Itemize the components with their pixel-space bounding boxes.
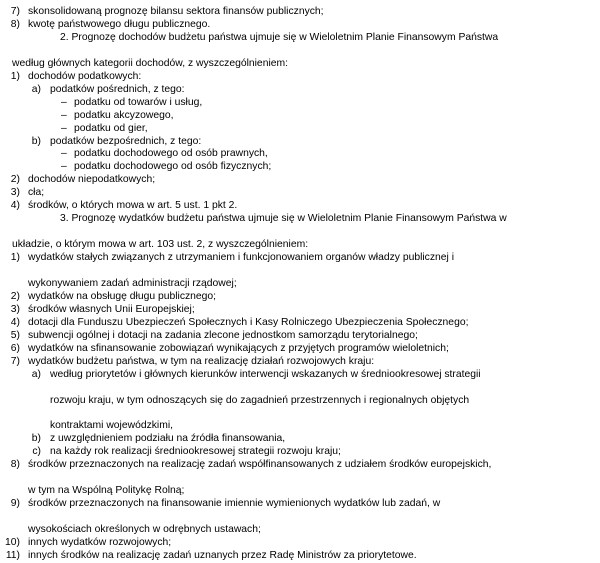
line-text: według głównych kategorii dochodów, z wyszczególnieniem: [12,57,288,69]
dash-bullet: – [61,96,67,108]
list-item [10,316,560,330]
line-text: na każdy rok realizacji średniookresowej strategii rozwoju kraju; [50,446,341,458]
line-text: skonsolidowaną prognozę bilansu sektora finansów publicznych; [28,6,324,17]
list-item [31,368,560,395]
item-number: 11) [5,549,20,561]
line-text: podatku akcyzowego, [74,109,174,121]
dash-list-item [61,148,560,161]
list-item [10,290,560,304]
list-item [10,355,560,369]
item-number: 2) [10,290,20,302]
list-item [31,135,560,149]
line-text: innych wydatków rozwojowych; [28,536,172,548]
list-item [10,18,560,32]
dash-list-item [61,161,560,174]
line-text: środków przeznaczonych na finansowanie imiennie wymienionych wydatków lub zadań, w [28,498,441,510]
item-number: a) [31,83,41,95]
dash-bullet: – [61,148,67,160]
list-item [31,83,560,97]
line-text: środków, o których mowa w art. 5 ust. 1 pkt 2. [28,200,238,212]
list-item [10,252,560,278]
line-text: w tym na Wspólną Politykę Rolną; [28,485,185,497]
item-number: 8) [10,459,20,471]
item-number: 9) [10,498,20,510]
line-text: rozwoju kraju, w tym odnoszących się do zagadnień przestrzennych i regionalnych objętych [50,394,470,406]
list-item [5,536,560,550]
continuation-line [12,239,560,252]
item-number: 5) [10,329,20,341]
line-text: dochodów niepodatkowych; [28,174,156,186]
list-item [10,6,560,19]
continuation-line [28,485,560,498]
line-text: dochodów podatkowych: [28,70,142,82]
item-number: b) [31,135,41,147]
list-item [31,433,560,446]
list-item [10,303,560,317]
line-text: środków własnych Unii Europejskiej; [28,303,195,315]
line-text: środków przeznaczonych na realizację zadań współfinansowanych z udziałem środków europejskich, [28,459,492,471]
continuation-line [12,58,560,71]
line-text: dotacji dla Funduszu Ubezpieczeń Społecznych i Kasy Rolniczego Ubezpieczenia Społecznego; [28,316,469,328]
line-text: cła; [28,187,45,199]
item-number: 3) [10,187,20,199]
list-item [10,187,560,200]
item-number: 4) [10,316,20,328]
line-text: subwencji ogólnej i dotacji na zadania zlecone jednostkom samorządu terytorialnego; [28,329,418,341]
list-item [10,200,560,213]
list-item [10,342,560,356]
paragraph-start [12,213,560,239]
line-text: kwotę państwowego długu publicznego. [28,18,211,30]
list-item [10,70,560,84]
item-number: 4) [10,200,20,212]
dash-list-item [61,109,560,123]
continuation-line [28,524,560,537]
dash-bullet: – [61,122,67,134]
continuation-line [50,395,560,421]
item-number: b) [31,433,41,445]
line-text: 3. Prognozę wydatków budżetu państwa ujmuje się w Wieloletnim Planie Finansowym Państwa w [60,213,507,225]
dash-list-item [61,122,560,136]
list-item [10,459,560,485]
continuation-line [50,420,560,433]
paragraph-start [12,32,560,58]
continuation-line [28,278,560,291]
item-number: 7) [10,6,20,17]
list-item [10,498,560,524]
list-item [10,174,560,187]
line-text: wysokościach określonych w odrębnych ustawach; [28,524,261,536]
list-item [5,549,560,563]
line-text: wydatków na sfinansowanie zobowiązań wynikających z przyjętych programów wieloletnich; [28,342,449,354]
item-number: 3) [10,303,20,315]
item-number: 8) [10,18,20,30]
item-number: 10) [5,536,20,548]
list-item [32,446,560,459]
line-text: podatku od gier, [74,122,148,134]
line-text: wydatków stałych związanych z utrzymaniem i funkcjonowaniem organów władzy publicznej i [28,252,455,264]
line-text: 2. Prognozę dochodów budżetu państwa ujmuje się w Wieloletnim Planie Finansowym Państwa [60,31,499,43]
line-text: podatku dochodowego od osób prawnych, [74,148,268,160]
line-text: podatków bezpośrednich, z tego: [50,135,202,147]
line-text: podatku od towarów i usług, [74,96,203,108]
list-item [10,329,560,343]
line-text: kontraktami wojewódzkimi, [50,420,174,432]
item-number: 6) [10,342,20,354]
line-text: podatku dochodowego od osób fizycznych; [74,161,272,173]
item-number: a) [31,368,41,380]
dash-bullet: – [61,161,67,173]
line-text: wydatków budżetu państwa, w tym na realizację działań rozwojowych kraju: [28,355,375,367]
line-text: innych środków na realizację zadań uznanych przez Radę Ministrów za priorytetowe. [28,549,417,561]
item-number: 1) [10,70,20,82]
item-number: c) [32,446,41,458]
line-text: wydatków na obsługę długu publicznego; [28,290,217,302]
line-text: układzie, o którym mowa w art. 103 ust. 2, z wyszczególnieniem: [12,239,309,251]
item-number: 7) [10,355,20,367]
line-text: wykonywaniem zadań administracji rządowej; [28,277,237,289]
dash-list-item [61,96,560,110]
line-text: podatków pośrednich, z tego: [50,83,185,95]
item-number: 1) [10,252,20,264]
line-text: z uwzględnieniem podziału na źródła finansowania, [50,433,286,445]
item-number: 2) [10,174,20,186]
dash-bullet: – [61,109,67,121]
line-text: według priorytetów i głównych kierunków interwencji wskazanych w średniookresowej strategii [50,368,481,380]
